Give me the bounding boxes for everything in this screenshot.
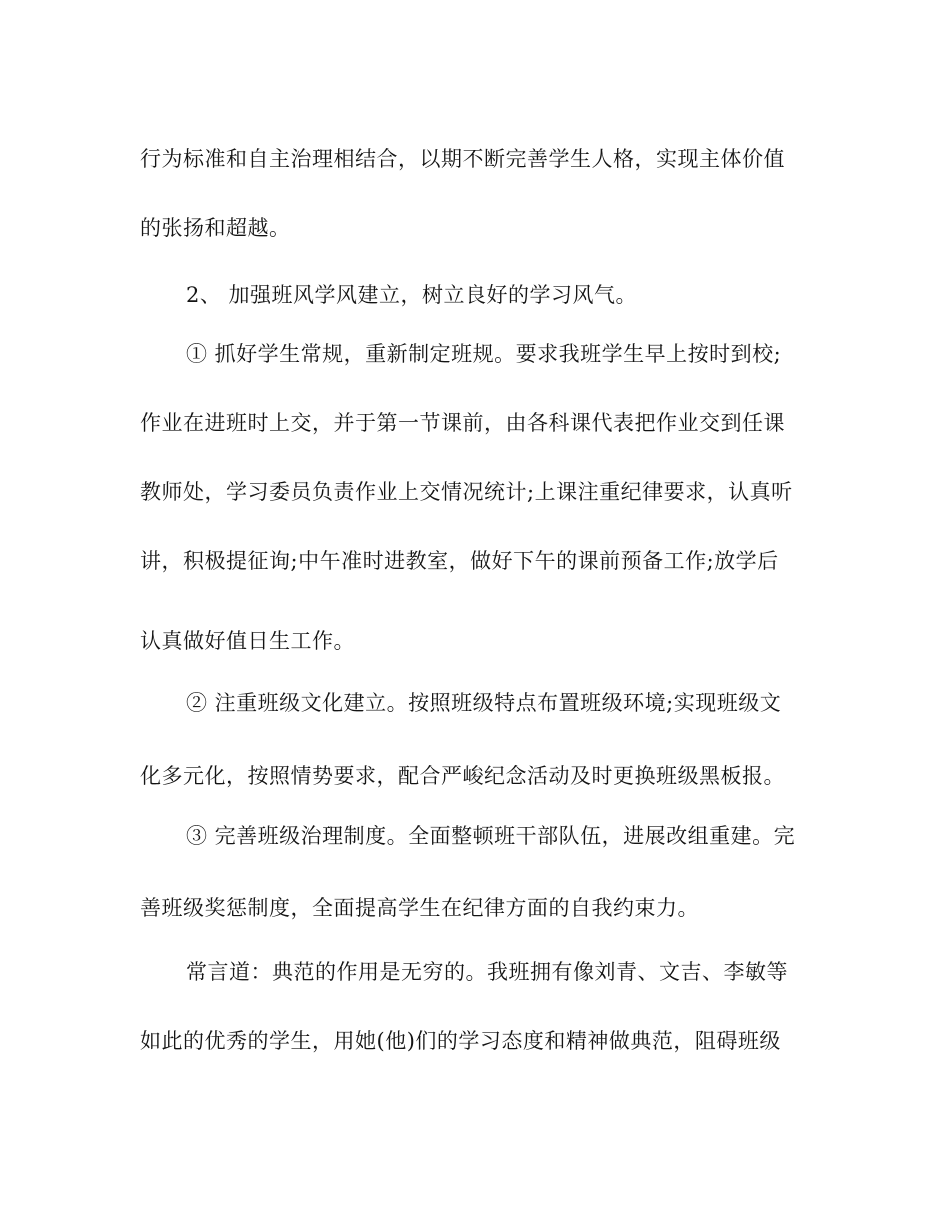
- paragraph-line: ② 注重班级文化建立。按照班级特点布置班级环境;实现班级文: [186, 691, 782, 715]
- paragraph-line: 行为标准和自主治理相结合，以期不断完善学生人格，实现主体价值: [140, 147, 785, 171]
- paragraph-line: 作业在进班时上交，并于第一节课前，由各科课代表把作业交到任课: [140, 411, 785, 435]
- paragraph-line: 认真做好值日生工作。: [140, 629, 355, 653]
- paragraph-line: 化多元化，按照情势要求，配合严峻纪念活动及时更换班级黑板报。: [140, 764, 785, 788]
- section-heading: 2、 加强班风学风建立，树立良好的学习风气。: [186, 283, 638, 307]
- paragraph-line: 常言道：典范的作用是无穷的。我班拥有像刘青、文吉、李敏等: [186, 960, 788, 984]
- paragraph-line: 善班级奖惩制度，全面提高学生在纪律方面的自我约束力。: [140, 896, 699, 920]
- paragraph-line: 讲，积极提征询;中午准时进教室，做好下午的课前预备工作;放学后: [140, 549, 779, 573]
- paragraph-line: ① 抓好学生常规，重新制定班规。要求我班学生早上按时到校;: [186, 342, 782, 366]
- paragraph-line: ③ 完善班级治理制度。全面整顿班干部队伍，进展改组重建。完: [186, 824, 796, 848]
- paragraph-line: 的张扬和超越。: [140, 216, 291, 240]
- paragraph-line: 教师处，学习委员负责作业上交情况统计;上课注重纪律要求，认真听: [140, 480, 793, 504]
- paragraph-line: 如此的优秀的学生，用她(他)们的学习态度和精神做典范，阻碍班级: [140, 1029, 781, 1053]
